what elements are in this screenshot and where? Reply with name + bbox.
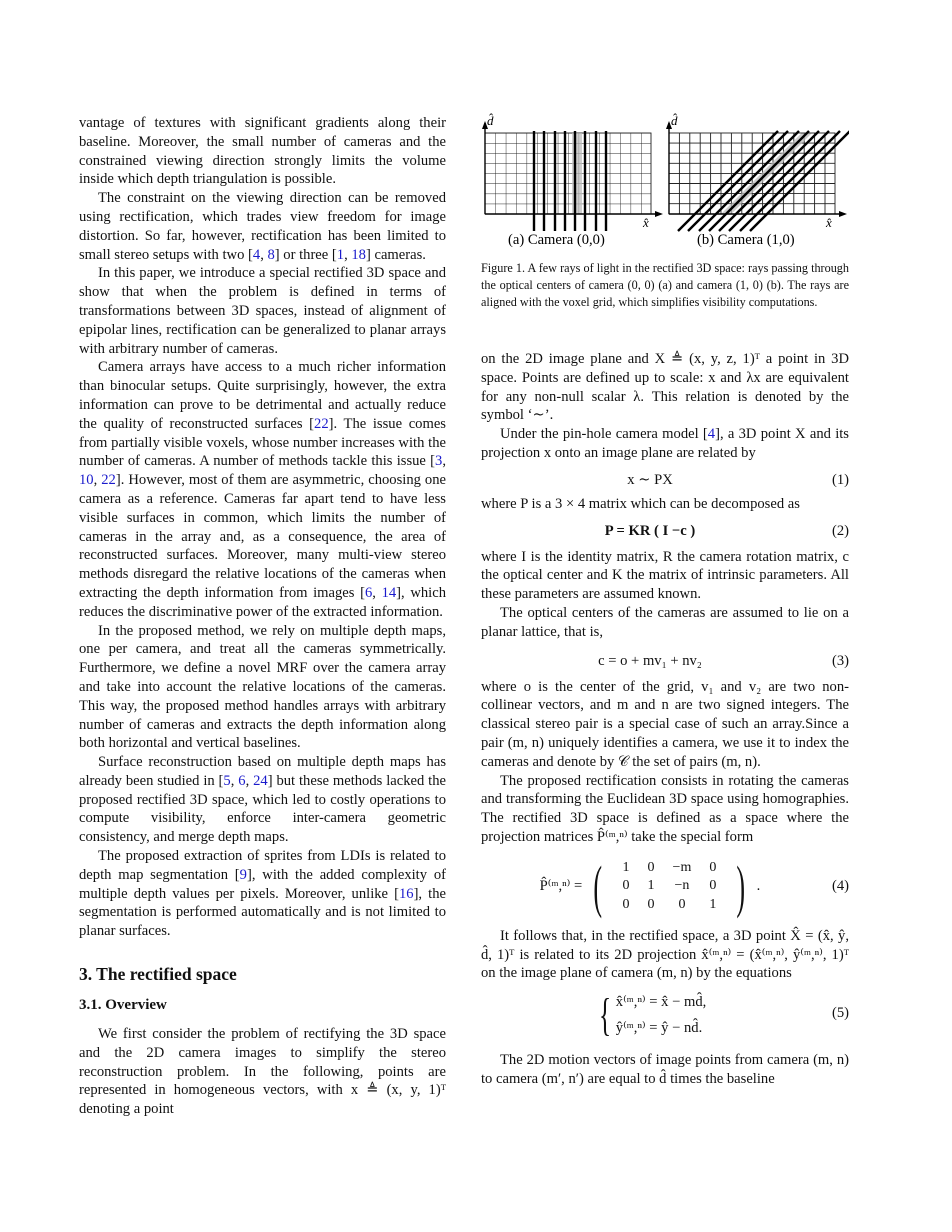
paragraph: It follows that, in the rectified space, a 3D point X̂ = (x̂, ŷ, d̂, 1)ᵀ is related to its 2D projection x̂⁽ᵐ,ⁿ⁾ = (x̂⁽ᵐ,ⁿ⁾, ŷ⁽ᵐ,ⁿ⁾, 1)ᵀ on the image plane of camera (m, n) by the equations <box>481 927 849 982</box>
paragraph: We first consider the problem of rectifying the 3D space and the 2D camera images to simplify the stereo reconstruction problem. In the following, points are represented in homogeneous vectors, with x ≜ (x, y, 1)ᵀ denoting a point <box>79 1026 446 1118</box>
citation-link[interactable]: 18 <box>351 246 366 263</box>
paragraph: The proposed rectification consists in rotating the cameras and transforming the Euclidean 3D space using homographies. The rectified 3D space is defined as a space where the projection matrices P̂⁽ᵐ,ⁿ⁾ take the special form <box>481 772 849 845</box>
paragraph: In this paper, we introduce a special rectified 3D space and show that when the problem is defined in terms of transformations between 3D spaces, instead of alignment of epipolar lines, rectification can be generalized to planar arrays with arbitrary number of cameras. <box>79 265 446 357</box>
section-heading: 3. The rectified space <box>79 964 237 985</box>
paragraph: where o is the center of the grid, v₁ and v₂ are two non-collinear vectors, and m and n are two signed integers. The classical stereo pair is a special case of such an array.Since a pair (m, n) uniquely identifies a camera, we use it to index the cameras and denote by 𝒞 the set of pairs (m, n). <box>481 678 849 770</box>
left-column <box>79 114 446 1119</box>
paragraph: Under the pin-hole camera model [4], a 3D point X and its projection x onto an image plane are related by <box>481 426 849 461</box>
paragraph: The optical centers of the cameras are assumed to lie on a planar lattice, that is, <box>481 604 849 640</box>
citation-link[interactable]: 22 <box>101 472 116 489</box>
citation-link[interactable]: 9 <box>239 866 247 883</box>
citation-link[interactable]: 5 <box>223 772 231 789</box>
paragraph: Surface reconstruction based on multiple depth maps has already been studied in [5, 6, 24] but these methods lacked the proposed rectified 3D space, which led to costly operations to compute visibility, enforce inter-camera geometric consistency, and merge depth maps. <box>79 754 447 846</box>
paragraph: where P is a 3 × 4 matrix which can be decomposed as <box>481 495 800 512</box>
equation-4: P̂⁽ᵐ,ⁿ⁾ = ( 1 0 −m 0 0 1 −n 0 0 0 0 1 ) . (4) <box>539 853 849 919</box>
subfigure-label-a: (a) Camera (0,0) <box>508 232 605 248</box>
paragraph: The 2D motion vectors of image points from camera (m, n) to camera (m′, n′) are equal to d̂ times the baseline <box>481 1052 849 1087</box>
paragraph: In the proposed method, we rely on multiple depth maps, one per camera, and treat all the cameras symmetrically. Furthermore, we define a novel MRF over the camera array and take into account the relative locations of the cameras. This way, the proposed method handles arrays with arbitrary number of cameras and extracts the depth information along both horizontal and vertical baselines. <box>79 622 446 752</box>
axis-d-label: d̂ <box>671 113 678 128</box>
subfigure-label-b: (b) Camera (1,0) <box>697 232 795 248</box>
axis-x-label: x̂ <box>826 215 832 230</box>
equation-5: { x̂⁽ᵐ,ⁿ⁾ = x̂ − md̂, ŷ⁽ᵐ,ⁿ⁾ = ŷ − nd̂. (5) <box>598 989 849 1041</box>
equation-2: P = KR ( I −c ) (2) <box>481 518 849 544</box>
equation-1: x ∼ PX (1) <box>481 467 849 493</box>
citation-link[interactable]: 24 <box>253 772 268 789</box>
citation-link[interactable]: 16 <box>398 885 414 902</box>
equation-number: (5) <box>831 1005 849 1022</box>
figure-1 <box>481 113 849 311</box>
paragraph: on the 2D image plane and X ≜ (x, y, z, 1)ᵀ a point in 3D space. Points are defined up to scale: x and λx are equivalent for any non-null scalar λ. This relation is denoted by the symbol ‘∼’. <box>481 351 849 424</box>
citation-link[interactable]: 10 <box>79 472 94 489</box>
panel-camera-0-0 <box>482 113 663 231</box>
projection-matrix: 1 0 −m 0 0 1 −n 0 0 0 0 1 <box>622 859 717 912</box>
citation-link[interactable]: 6 <box>364 584 373 601</box>
panel-camera-1-0 <box>666 113 849 231</box>
subsection-heading: 3.1. Overview <box>79 997 167 1014</box>
paragraph: Camera arrays have access to a much richer information than binocular setups. Quite surprisingly, however, the extra information can prove to be detrimental and actually reduce the quality of reconstructed surfaces [22]. The issue comes from partially visible voxels, whose number increases with the number of cameras. A number of methods tackle this issue [3, 10, 22]. However, most of them are asymmetric, choosing one camera as a reference. Cameras far apart tend to have less visible surfaces in common, which limits the number of cameras in the array and, as a consequence, the area of reconstructed surfaces. Moreover, many multi-view stereo methods disregard the relative locations of the cameras when extracting the depth information from images [6, 14], which reduces the discriminative power of the extracted information. <box>79 359 446 620</box>
axis-d-label: d̂ <box>487 113 494 128</box>
citation-link[interactable]: 1 <box>336 246 345 263</box>
paragraph: The constraint on the viewing direction can be removed using rectification, which trades view freedom for image distortion. So far, however, rectification has been limited to small stereo setups with two [4, 8] or three [1, 18] cameras. <box>79 190 446 263</box>
citation-link[interactable]: 22 <box>314 415 329 432</box>
paragraph: where I is the identity matrix, R the camera rotation matrix, c the optical center and K the matrix of intrinsic parameters. All these parameters are assumed known. <box>481 548 849 603</box>
citation-link[interactable]: 4 <box>252 246 261 263</box>
figure-caption: Figure 1. A few rays of light in the rectified 3D space: rays passing through the optical centers of camera (0, 0) (a) and camera (1, 0) (b). The rays are aligned with the voxel grid, which simplifies visibility computations. <box>481 261 849 309</box>
citation-link[interactable]: 3 <box>435 453 443 470</box>
equation-number: (3) <box>831 652 849 669</box>
citation-link[interactable]: 4 <box>707 426 716 443</box>
citation-link[interactable]: 14 <box>381 584 397 601</box>
equation-number: (4) <box>831 877 849 894</box>
figure-diagrams <box>481 113 849 251</box>
equation-number: (2) <box>831 522 849 539</box>
equation-number: (1) <box>831 471 849 488</box>
citation-link[interactable]: 6 <box>238 772 246 789</box>
paragraph: vantage of textures with significant gradients along their baseline. Moreover, the small number of cameras and the constrained viewing direction strongly limits the volume inside which depth triangulation is possible. <box>79 115 446 188</box>
equation-3: c = o + mv₁ + nv₂ (3) <box>481 648 849 674</box>
axis-x-label: x̂ <box>643 215 649 230</box>
paragraph: The proposed extraction of sprites from LDIs is related to depth map segmentation [9], with the added complexity of multiple depth values per pixels. Moreover, unlike [16], the segmentation is performed automatically and is not limited to planar surfaces. <box>79 848 446 940</box>
citation-link[interactable]: 8 <box>267 246 275 263</box>
right-column <box>481 350 849 1089</box>
